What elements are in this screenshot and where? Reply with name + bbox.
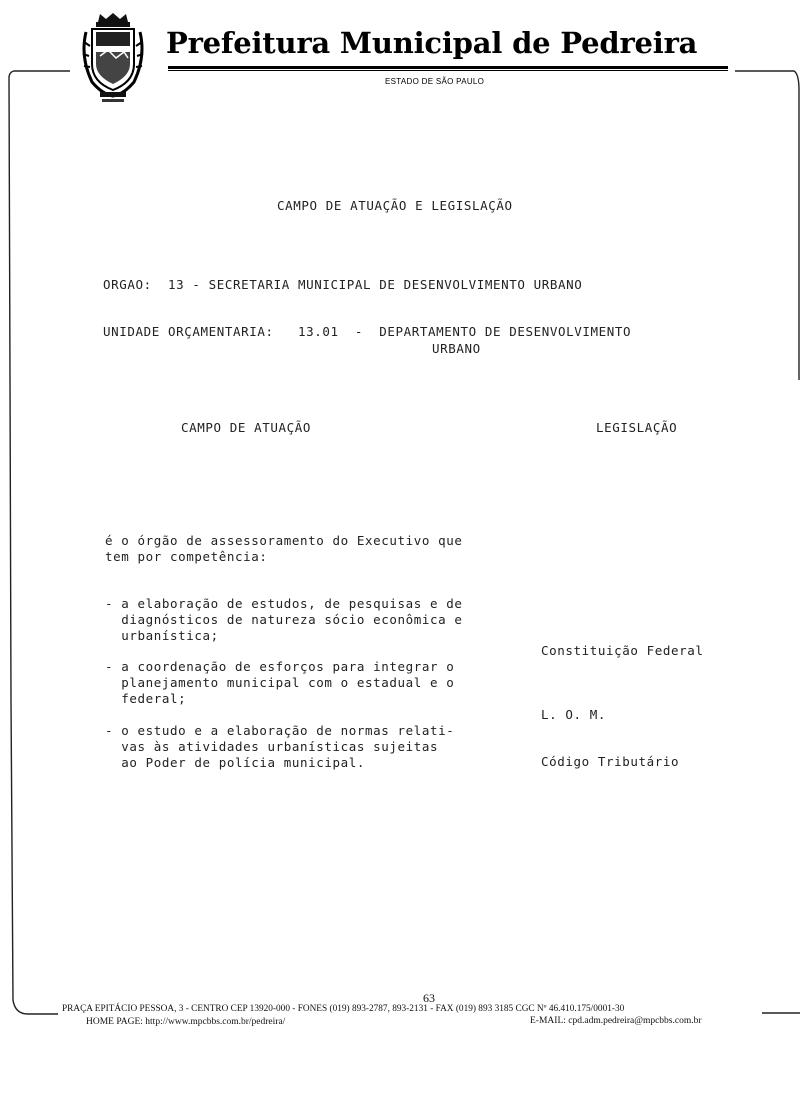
state-label: ESTADO DE SÃO PAULO <box>385 77 485 86</box>
legislation-item: L. O. M. <box>541 707 607 722</box>
legislation-item: Constituição Federal <box>541 643 704 658</box>
footer-homepage: HOME PAGE: http://www.mpcbbs.com.br/pedreira/ <box>86 1017 286 1027</box>
municipal-crest-logo <box>80 12 146 106</box>
orgao-line: ORGAO: 13 - SECRETARIA MUNICIPAL DE DESENVOLVIMENTO URBANO <box>103 277 583 292</box>
intro-text: tem por competência: <box>105 549 268 564</box>
competence-item: - a coordenação de esforços para integrar o <box>105 659 455 674</box>
competence-item: ao Poder de polícia municipal. <box>105 755 366 770</box>
competence-item: planejamento municipal com o estadual e o <box>105 675 455 690</box>
intro-text: é o órgão de assessoramento do Executivo que <box>105 533 463 548</box>
header-rule <box>168 66 728 69</box>
competence-item: urbanística; <box>105 628 219 643</box>
competence-item: diagnósticos de natureza sócio econômica e <box>105 612 463 627</box>
page-title: Prefeitura Municipal de Pedreira <box>166 26 698 60</box>
competence-item: vas às atividades urbanísticas sujeitas <box>105 739 439 754</box>
competence-item: - a elaboração de estudos, de pesquisas e de <box>105 596 463 611</box>
document-heading: CAMPO DE ATUAÇÃO E LEGISLAÇÃO <box>277 198 513 213</box>
footer-address: PRAÇA EPITÁCIO PESSOA, 3 - CENTRO CEP 13920-000 - FONES (019) 893-2787, 893-2131 - FAX (019) 893 3185 CGC Nº 46.410.175/0001-30 <box>62 1004 625 1014</box>
unidade-line: UNIDADE ORÇAMENTARIA: 13.01 - DEPARTAMENTO DE DESENVOLVIMENTO <box>103 324 632 339</box>
column-header-legislacao: LEGISLAÇÃO <box>596 420 678 435</box>
page-number: 63 <box>423 991 435 1005</box>
unidade-line-continued: URBANO <box>432 341 481 356</box>
column-header-campo: CAMPO DE ATUAÇÃO <box>181 420 312 435</box>
footer-email: E-MAIL: cpd.adm.pedreira@mpcbbs.com.br <box>530 1016 702 1026</box>
legislation-item: Código Tributário <box>541 754 680 769</box>
competence-item: federal; <box>105 691 187 706</box>
competence-item: - o estudo e a elaboração de normas relati- <box>105 723 455 738</box>
header-rule-thin <box>168 70 728 71</box>
